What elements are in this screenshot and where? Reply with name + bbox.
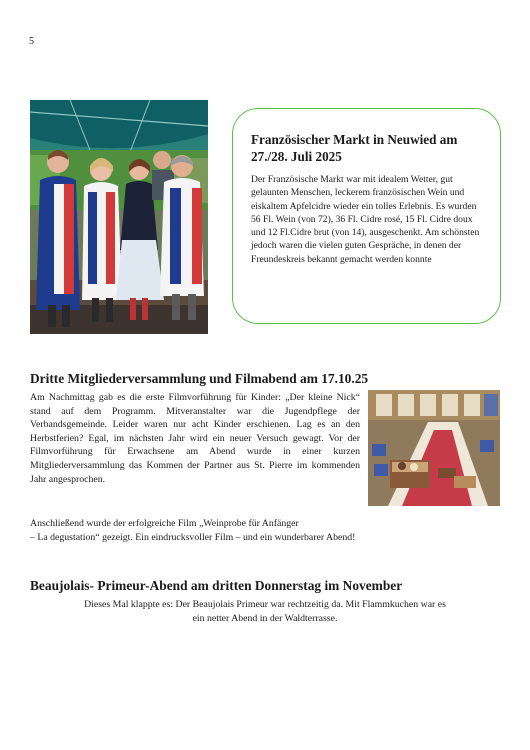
beaujolais-body [30, 598, 500, 626]
market-text: Der Französische Markt war mit idealem Wetter, gut gelaunten Menschen, leckerem französischen Wein und eiskaltem Apfelcidre wieder ein tolles Erlebnis. Es wurden 56 Fl. Wein (von 72), 36 Fl. Cidre rosé, 15 Fl. Cidre doux und 12 Fl.Cidre brut (von 14), ausgeschenkt. Am schönsten jedoch waren die vielen guten Gespräche, in denen der Freundeskreis bekannt gemacht werden konnte [251, 174, 480, 265]
market-title: Französischer Markt in Neuwied am 27./28. Juli 2025 [251, 132, 458, 164]
meeting-after-text [30, 517, 500, 544]
beaujolais-line2: ein netter Abend in der Waldterrasse. [192, 613, 338, 624]
meeting-after-line2: – La degustation“ gezeigt. Ein eindrucksvoller Film – und ein wunderbarer Abend! [30, 531, 356, 543]
market-info-box [232, 108, 501, 324]
film-evening-photo [368, 390, 500, 506]
beaujolais-line1: Dieses Mal klappte es: Der Beaujolais Primeur war rechtzeitig da. Mit Flammkuchen war es [84, 599, 446, 610]
meeting-after-line1: Anschließend wurde der erfolgreiche Film „Weinprobe für Anfänger [30, 518, 299, 529]
market-group-photo [30, 100, 208, 334]
beaujolais-heading: Beaujolais- Primeur-Abend am dritten Donnerstag im November [30, 578, 403, 593]
page-number: 5 [29, 36, 34, 47]
meeting-heading: Dritte Mitgliederversammlung und Filmabend am 17.10.25 [30, 371, 369, 386]
meeting-body: Am Nachmittag gab es die erste Filmvorführung für Kinder: „Der kleine Nick“ stand auf dem Programm. Mitveranstalter war die Jugendpflege der Verbandsgemeinde. Leider waren nur acht Kinder erschienen. Lag es an den Herbstferien? Egal, im nächsten Jahr wird ein neuer Versuch gewagt. Vor der Filmvorführung für Erwachsene am Abend wurde in einer kurzen Mitgliederversammlung das Kommen der Partner aus St. Pierre im kommenden Jahr angesprochen. [30, 392, 360, 485]
